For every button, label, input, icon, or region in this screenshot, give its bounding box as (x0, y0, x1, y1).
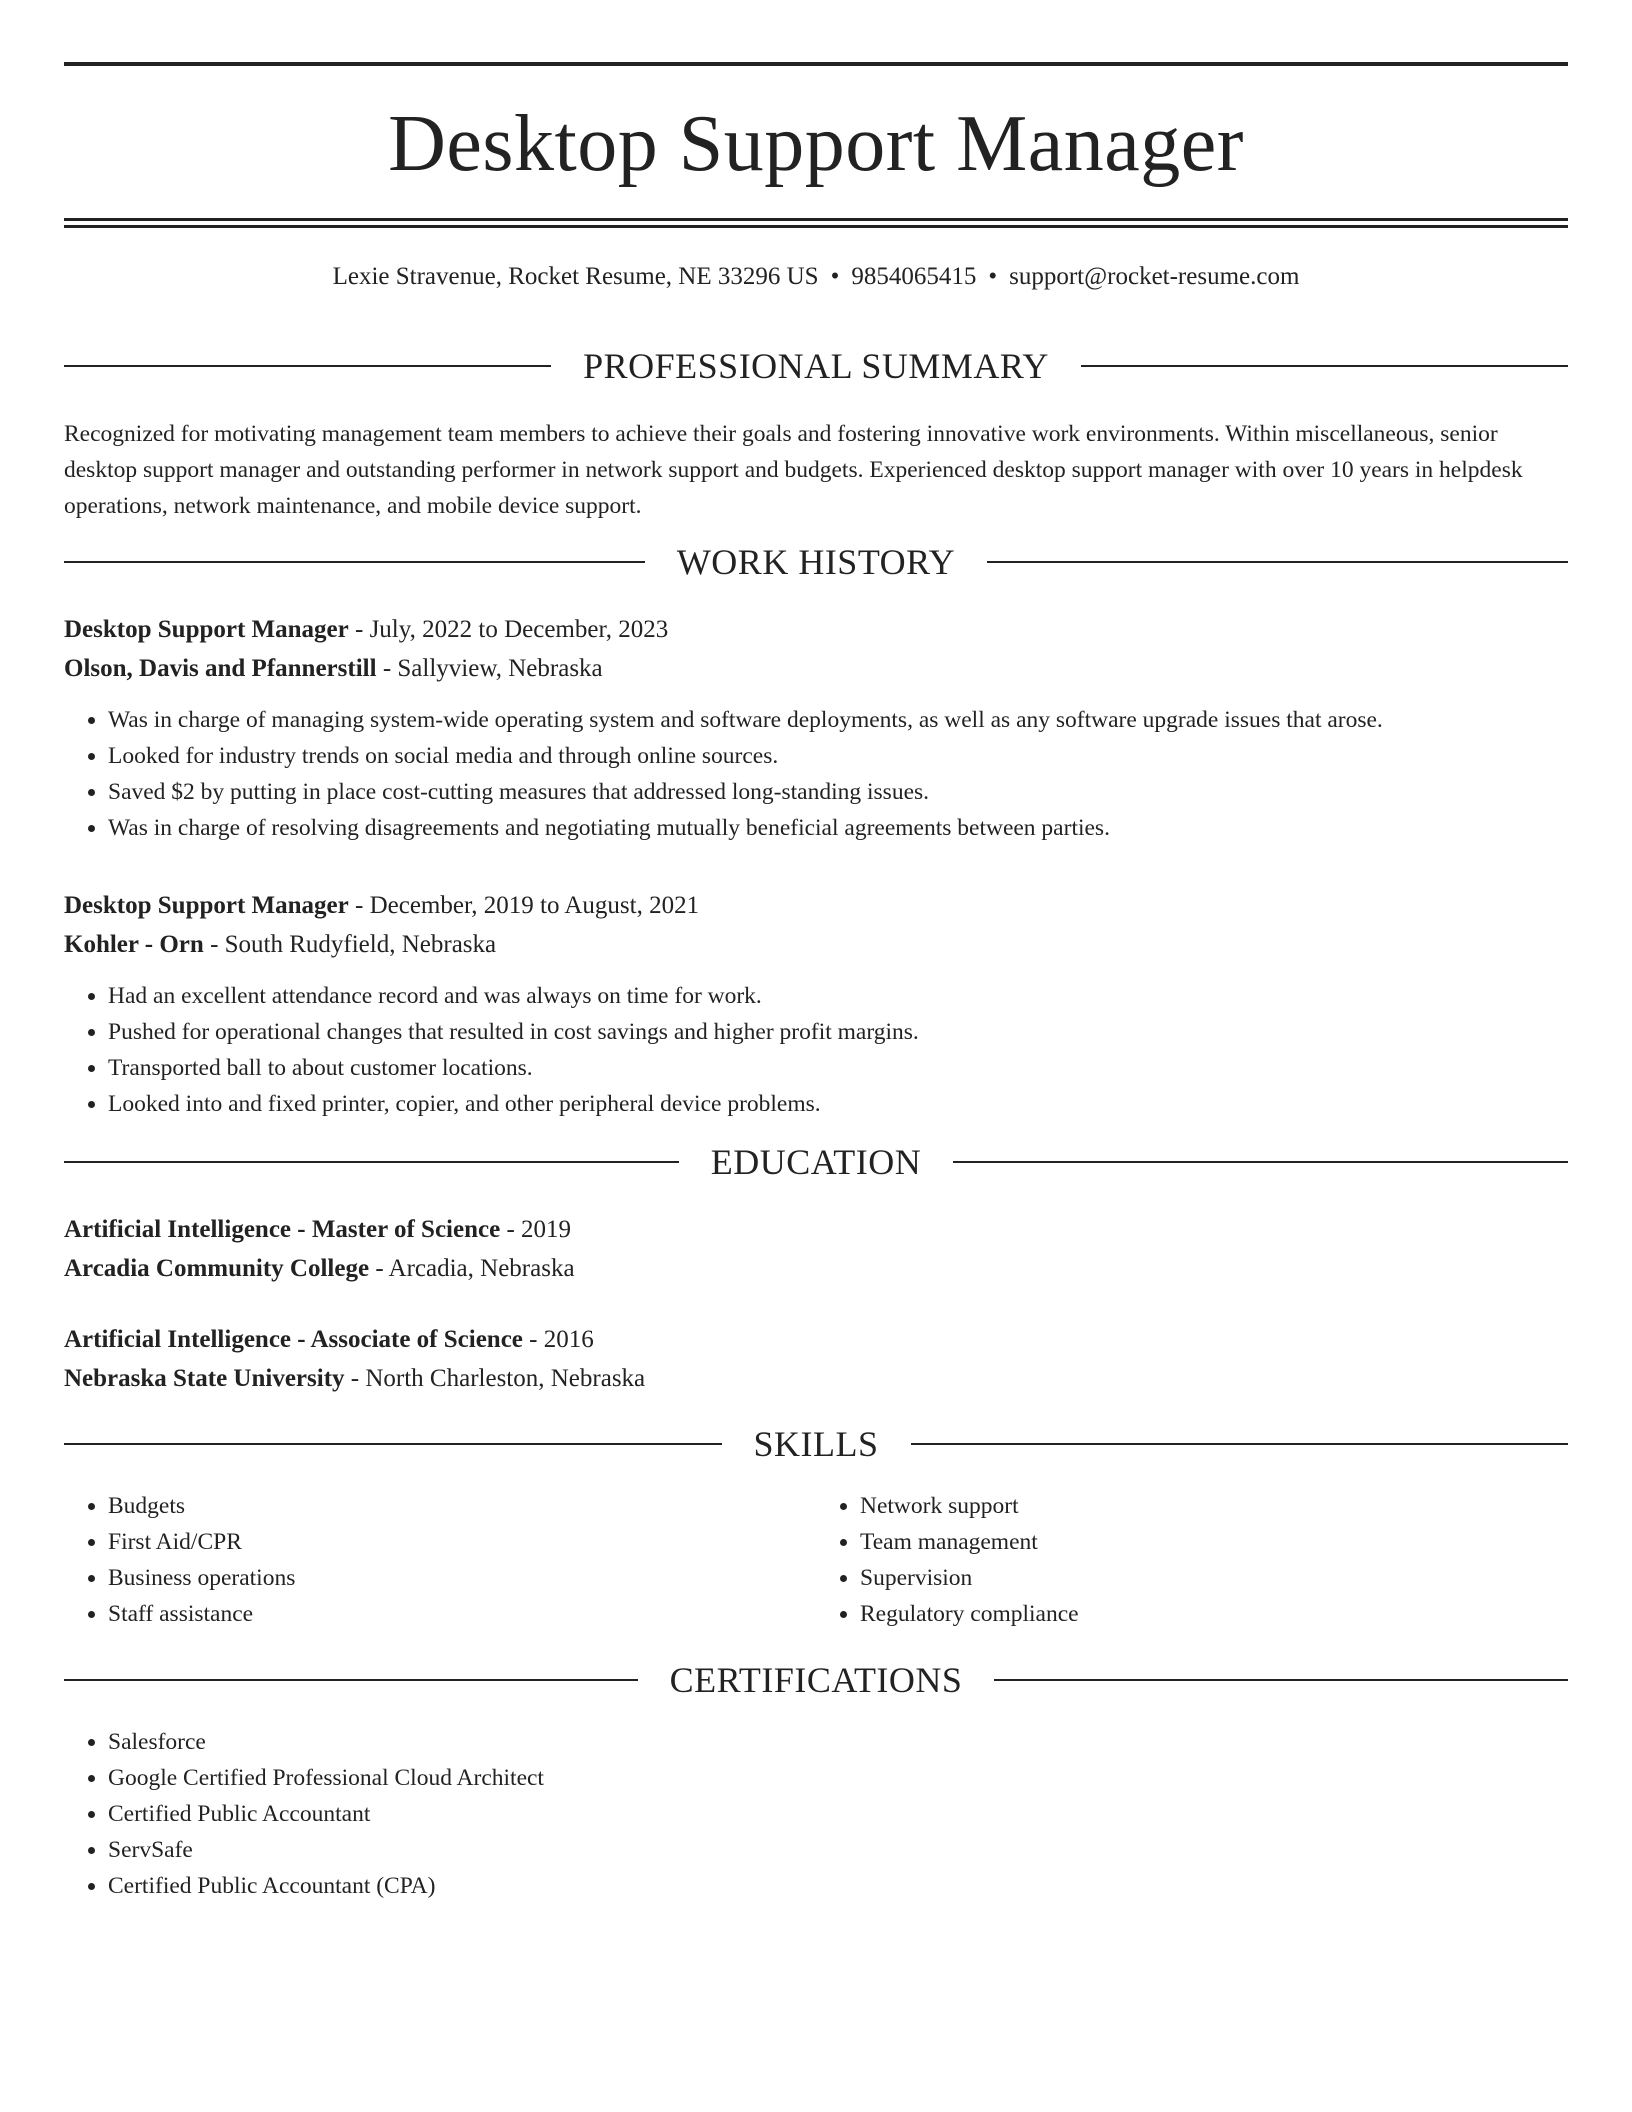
degree: Artificial Intelligence - Associate of Science (64, 1326, 523, 1353)
divider-line (64, 1161, 679, 1163)
list-item: • Pushed for operational changes that resulted in cost savings and higher profit margins. (108, 1014, 1568, 1050)
list-item: • Regulatory compliance (860, 1596, 1568, 1632)
degree-year: - 2016 (522, 1326, 594, 1353)
list-item: • First Aid/CPR (108, 1524, 816, 1560)
school: Arcadia Community College (64, 1255, 370, 1282)
top-rule (64, 62, 1568, 66)
work-section-header (64, 544, 1568, 580)
job-location: - South Rudyfield, Nebraska (203, 931, 497, 958)
job-dates: - December, 2019 to August, 2021 (348, 892, 700, 919)
divider-line (64, 561, 645, 563)
school-location: - Arcadia, Nebraska (369, 1255, 575, 1282)
divider-line (1081, 365, 1568, 367)
skills-section-header (64, 1426, 1568, 1462)
section-title: EDUCATION (710, 1142, 922, 1182)
resume-name: Desktop Support Manager (388, 100, 1244, 188)
education-entry (64, 1210, 1568, 1288)
list-item: • Was in charge of managing system-wide operating system and software deployments, as well as any software upgrade issues that arose. (108, 702, 1568, 738)
degree-line (64, 1210, 1568, 1249)
divider-line (64, 365, 551, 367)
list-item: • Looked into and fixed printer, copier, and other peripheral device problems. (108, 1086, 1568, 1122)
list-item: • Salesforce (108, 1724, 1568, 1760)
list-item: • Network support (860, 1488, 1568, 1524)
list-item: • Certified Public Accountant (108, 1796, 1568, 1832)
divider-line (64, 1679, 638, 1681)
school: Nebraska State University (64, 1365, 345, 1392)
divider-line (987, 561, 1568, 563)
education-entry (64, 1320, 1568, 1398)
list-item: • ServSafe (108, 1832, 1568, 1868)
address: Lexie Stravenue, Rocket Resume, NE 33296 US (332, 263, 819, 290)
list-item: • Google Certified Professional Cloud Architect (108, 1760, 1568, 1796)
job-entry (64, 610, 1568, 688)
list-item: • Looked for industry trends on social media and through online sources. (108, 738, 1568, 774)
job-dates: - July, 2022 to December, 2023 (348, 616, 669, 643)
email: support@rocket-resume.com (1009, 263, 1300, 290)
divider-line (64, 1443, 722, 1445)
skills-list-right (816, 1488, 1568, 1632)
job-company-line (64, 649, 1568, 688)
list-item: • Team management (860, 1524, 1568, 1560)
job-bullets (64, 978, 1568, 1122)
separator-dot: • (830, 263, 840, 290)
separator-dot: • (988, 263, 998, 290)
job-location: - Sallyview, Nebraska (376, 655, 603, 682)
double-rule (64, 218, 1568, 228)
school-line (64, 1249, 1568, 1288)
job-title-line (64, 610, 1568, 649)
job-company: Olson, Davis and Pfannerstill (64, 655, 377, 682)
degree-line (64, 1320, 1568, 1359)
list-item: • Was in charge of resolving disagreements and negotiating mutually beneficial agreements between parties. (108, 810, 1568, 846)
school-line (64, 1359, 1568, 1398)
section-title: CERTIFICATIONS (669, 1660, 963, 1700)
list-item: • Transported ball to about customer locations. (108, 1050, 1568, 1086)
education-section-header (64, 1144, 1568, 1180)
contact-line (64, 262, 1568, 292)
section-title: WORK HISTORY (676, 542, 956, 582)
section-title: SKILLS (753, 1424, 879, 1464)
list-item: • Supervision (860, 1560, 1568, 1596)
divider-line (953, 1161, 1568, 1163)
job-entry (64, 886, 1568, 964)
summary-text: Recognized for motivating management team members to achieve their goals and fostering innovative work environments. Within miscellaneous, senior desktop support manager and outstanding performer in network support and budgets. Experienced desktop support manager with over 10 years in helpdesk operations, network maintenance, and mobile device support. (64, 421, 1523, 519)
job-company: Kohler - Orn (64, 931, 204, 958)
job-company-line (64, 925, 1568, 964)
list-item: • Staff assistance (108, 1596, 816, 1632)
job-title-line (64, 886, 1568, 925)
phone: 9854065415 (851, 263, 977, 290)
certifications-list (64, 1724, 1568, 1904)
list-item: • Certified Public Accountant (CPA) (108, 1868, 1568, 1904)
degree-year: - 2019 (500, 1216, 572, 1243)
certifications-section-header (64, 1662, 1568, 1698)
list-item: • Had an excellent attendance record and was always on time for work. (108, 978, 1568, 1014)
section-title: PROFESSIONAL SUMMARY (583, 346, 1049, 386)
summary-section-header (64, 348, 1568, 384)
skills-grid (64, 1488, 1568, 1632)
job-title: Desktop Support Manager (64, 616, 349, 643)
divider-line (911, 1443, 1569, 1445)
degree: Artificial Intelligence - Master of Science (64, 1216, 501, 1243)
school-location: - North Charleston, Nebraska (344, 1365, 646, 1392)
list-item: • Saved $2 by putting in place cost-cutting measures that addressed long-standing issues. (108, 774, 1568, 810)
divider-line (994, 1679, 1568, 1681)
list-item: • Business operations (108, 1560, 816, 1596)
job-title: Desktop Support Manager (64, 892, 349, 919)
job-bullets (64, 702, 1568, 846)
skills-list-left (64, 1488, 816, 1632)
list-item: • Budgets (108, 1488, 816, 1524)
